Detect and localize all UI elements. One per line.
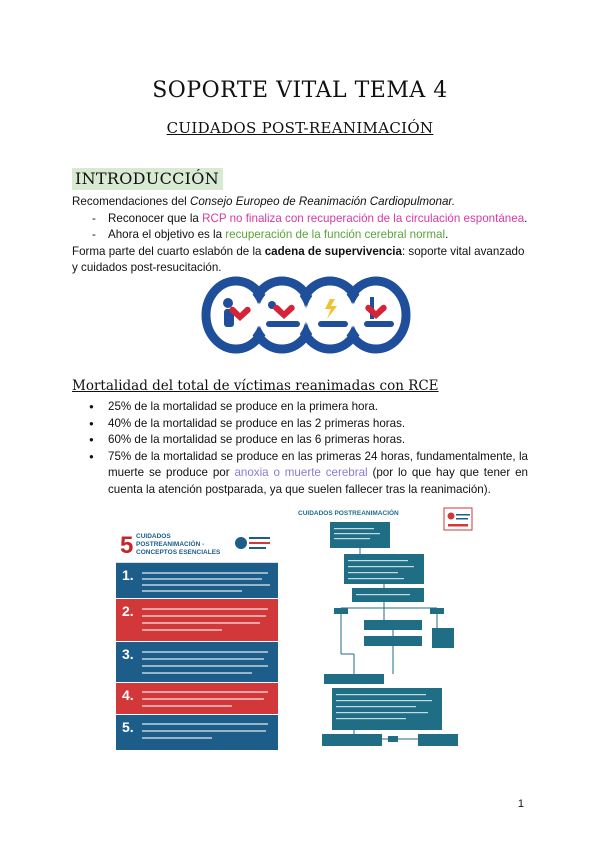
concept-number: 3.	[122, 646, 134, 662]
poster-concept-box	[116, 715, 278, 750]
list-item-text: Ahora el objetivo es la	[108, 228, 226, 241]
list-item-suffix: (por lo que hay que tener en cuenta la atención postparada, ya que suelen fallecer tras la reanimación).	[108, 466, 528, 496]
poster-header	[116, 526, 278, 563]
chain-of-survival-term: cadena de supervivencia	[264, 244, 402, 258]
list-item-suffix: .	[524, 211, 528, 225]
poster-number: 5	[120, 532, 134, 559]
list-item-text: 75% de la mortalidad se produce en las primeras 24 horas, fundamentalmente, la muerte se produce por	[108, 449, 528, 479]
council-name: Consejo Europeo de Reanimación Cardiopulmonar.	[189, 195, 456, 208]
poster-concept-box	[116, 599, 278, 641]
page-subtitle: CUIDADOS POST-REANIMACIÓN	[166, 119, 434, 137]
poster-concept-box	[116, 683, 278, 714]
concept-number: 4.	[122, 687, 134, 703]
intro-line-prefix: Recomendaciones del	[72, 195, 190, 208]
list-item: ● 60% de la mortalidad se produce en las 6 primeras horas.	[72, 432, 528, 449]
flowchart-logo-icon	[444, 508, 472, 530]
highlight-purple: anoxia o muerte cerebral	[234, 466, 368, 479]
paragraph-text: Forma parte del cuarto eslabón de la	[72, 244, 265, 258]
paragraph-suffix: : soporte vital avanzado y cuidados post-resucitación.	[72, 244, 525, 274]
post-resuscitation-poster	[116, 526, 278, 750]
intro-paragraph	[72, 244, 528, 277]
highlight-green: recuperación de la función cerebral normal	[225, 228, 446, 241]
mortality-heading: Mortalidad del total de víctimas reanimadas con RCE	[72, 378, 439, 394]
poster-concept-box	[116, 642, 278, 682]
section-heading-intro: INTRODUCCIÓN	[72, 168, 223, 190]
page-title: SOPORTE VITAL TEMA 4	[152, 78, 448, 103]
flowchart-title: CUIDADOS POSTREANIMACIÓN	[298, 510, 399, 517]
concept-number: 1.	[122, 567, 134, 583]
intro-line	[72, 194, 528, 211]
mortality-list	[72, 399, 528, 498]
list-item-suffix: .	[445, 228, 449, 241]
post-resuscitation-flowchart	[294, 504, 478, 756]
mortality-stats	[72, 399, 528, 498]
council-logo-icon	[234, 532, 272, 554]
highlight-pink: RCP no finaliza con recuperación de la circulación espontánea	[202, 211, 525, 225]
poster-title: CUIDADOS POSTREANIMACIÓN - CONCEPTOS ESENCIALES	[136, 533, 221, 556]
intro-section	[72, 194, 528, 277]
chain-of-survival-image	[200, 275, 414, 355]
list-item	[72, 449, 528, 499]
list-item: ● 40% de la mortalidad se produce en las 2 primeras horas.	[72, 416, 528, 433]
list-item	[72, 227, 528, 244]
list-item	[72, 211, 528, 228]
concept-number: 2.	[122, 603, 134, 619]
list-item: ● 25% de la mortalidad se produce en la primera hora.	[72, 399, 528, 416]
concept-number: 5.	[122, 719, 134, 735]
list-item-text: Reconocer que la	[108, 211, 203, 225]
intro-list	[72, 211, 528, 244]
page-number: 1	[517, 798, 524, 810]
poster-concept-box	[116, 563, 278, 598]
